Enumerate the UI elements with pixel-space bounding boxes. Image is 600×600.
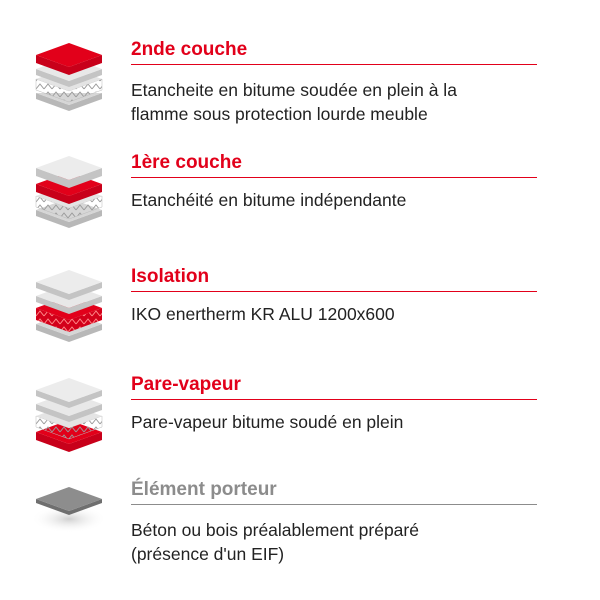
roof-layers-insulation-red-icon: [28, 262, 110, 344]
roof-layers-bottom-red-icon: [28, 370, 110, 452]
roof-deck-grey-icon: [28, 475, 110, 557]
layer-title: Élément porteur: [131, 479, 537, 505]
layer-description: IKO enertherm KR ALU 1200x600: [131, 304, 395, 324]
layer-title: 1ère couche: [131, 152, 537, 178]
roof-layers-second-red-icon: [28, 148, 110, 230]
layer-title: Pare-vapeur: [131, 374, 537, 400]
layer-title: 2nde couche: [131, 39, 537, 65]
layer-description: Pare-vapeur bitume soudé en plein: [131, 412, 404, 432]
layer-description: Béton ou bois préalablement préparé (présence d'un EIF): [131, 520, 419, 564]
layer-description: Etanchéité en bitume indépendante: [131, 190, 407, 210]
layer-description: Etancheite en bitume soudée en plein à la flamme sous protection lourde meuble: [131, 80, 457, 124]
layer-title: Isolation: [131, 266, 537, 292]
roof-layers-top-red-icon: [28, 35, 110, 117]
